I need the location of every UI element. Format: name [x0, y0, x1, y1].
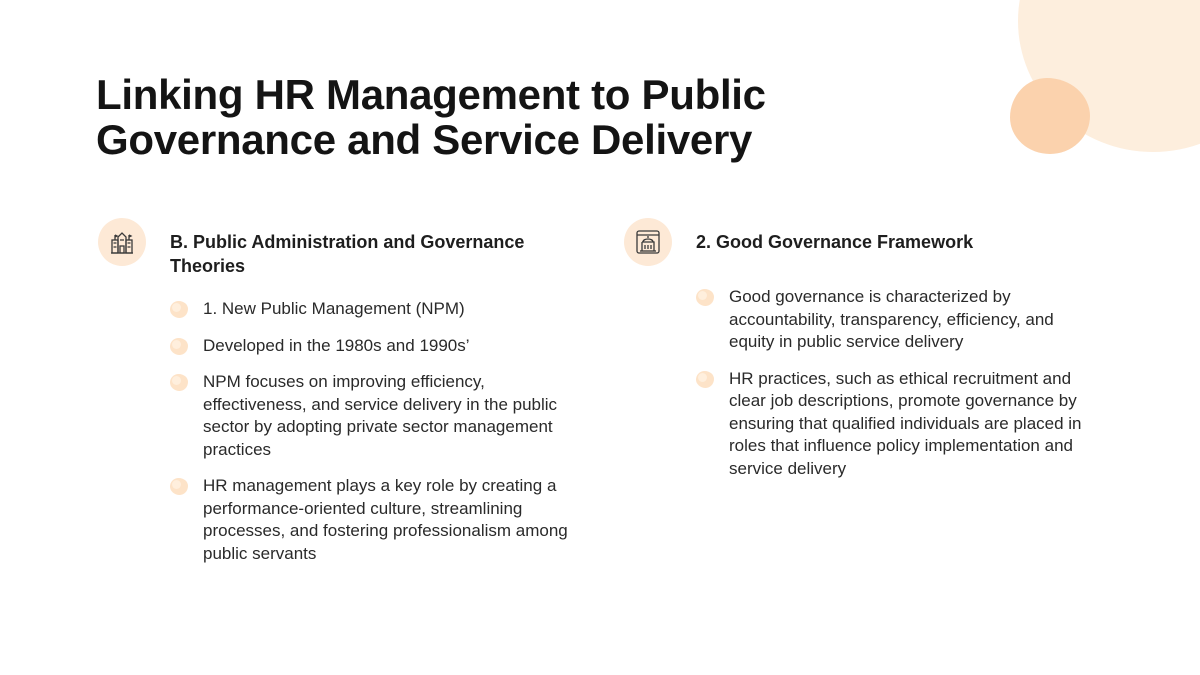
right-column-heading: 2. Good Governance Framework	[696, 232, 974, 252]
bullet-text: Developed in the 1980s and 1990s’	[203, 335, 470, 355]
bullet-dot-icon	[170, 478, 188, 495]
town-buildings-icon	[98, 218, 146, 266]
list-item	[170, 298, 580, 321]
left-bullet-list	[170, 298, 580, 579]
list-item	[170, 371, 580, 461]
list-item	[170, 335, 580, 358]
government-building-icon	[624, 218, 672, 266]
right-bullet-list	[696, 286, 1096, 494]
slide-title: Linking HR Management to Public Governance and Service Delivery	[96, 71, 766, 163]
bullet-dot-icon	[696, 371, 714, 388]
bullet-dot-icon	[696, 289, 714, 306]
list-item	[696, 286, 1096, 354]
bullet-dot-icon	[170, 338, 188, 355]
bullet-text: HR practices, such as ethical recruitment and clear job descriptions, promote governance by ensuring that qualified individuals are placed in roles that influence policy implementation and service delivery	[729, 368, 1082, 478]
bullet-text: NPM focuses on improving efficiency, effectiveness, and service delivery in the public sector by adopting private sector management practices	[203, 372, 558, 459]
list-item	[170, 475, 580, 565]
list-item	[696, 368, 1096, 481]
bullet-text: Good governance is characterized by accountability, transparency, efficiency, and equity in public service delivery	[729, 287, 1054, 351]
bullet-dot-icon	[170, 301, 188, 318]
bullet-dot-icon	[170, 374, 188, 391]
bullet-text: HR management plays a key role by creating a performance-oriented culture, streamlining processes, and fostering professionalism among public servants	[203, 476, 568, 563]
decorative-blob-small	[1010, 78, 1090, 154]
left-column-heading: B. Public Administration and Governance Theories	[170, 232, 525, 276]
bullet-text: 1. New Public Management (NPM)	[203, 299, 465, 318]
